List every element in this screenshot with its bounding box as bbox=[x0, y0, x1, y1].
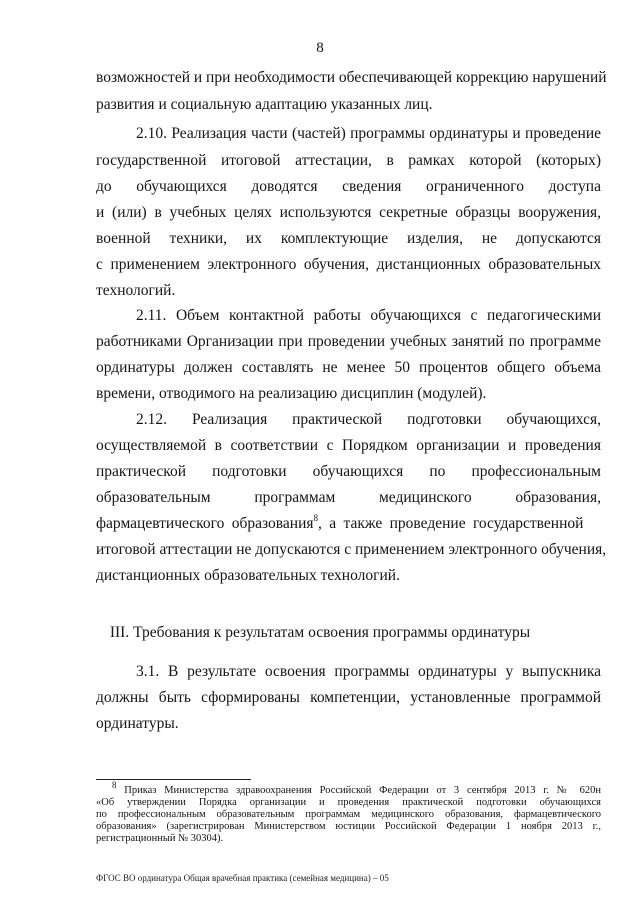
body-line: осуществляемой в соответствии с Порядком организации и проведения bbox=[96, 437, 601, 454]
body-line: практической подготовки обучающихся по профессиональным bbox=[96, 463, 601, 480]
body-line: времени, отводимого на реализацию дисциплин (модулей). bbox=[96, 385, 487, 402]
body-line: работниками Организации при проведении учебных занятий по программе bbox=[96, 333, 601, 350]
footnote-reference: 8 bbox=[313, 512, 318, 523]
body-line: ординатуры должен составлять не менее 50 процентов общего объема bbox=[96, 359, 601, 376]
paragraph-2-12-start: 2.12. Реализация практической подготовки обучающихся, bbox=[136, 411, 601, 428]
footnote-line: «Об утверждении Порядка организации и проведения практической подготовки обучающихся bbox=[96, 797, 601, 808]
body-line: военной техники, их комплектующие изделия, не допускаются bbox=[96, 230, 601, 247]
footnote-line bbox=[112, 779, 601, 796]
body-line: до обучающихся доводятся сведения ограниченного доступа bbox=[96, 178, 601, 195]
footnote-separator bbox=[96, 779, 251, 780]
body-line: возможностей и при необходимости обеспечивающей коррекцию нарушений bbox=[96, 69, 607, 86]
body-text: фармацевтического образования bbox=[96, 515, 314, 532]
body-line: должны быть сформированы компетенции, установленные программой bbox=[96, 689, 601, 706]
body-line: государственной итоговой аттестации, в рамках которой (которых) bbox=[96, 152, 601, 169]
body-line: образовательным программам медицинского образования, bbox=[96, 489, 601, 506]
paragraph-2-11-start: 2.11. Объем контактной работы обучающихся с педагогическими bbox=[136, 307, 601, 324]
body-line-with-footnote-ref bbox=[96, 514, 601, 534]
footnote-line: по профессиональным образовательным программам медицинского образования, фармацевтического bbox=[96, 809, 601, 820]
page-footer: ФГОС ВО ординатура Общая врачебная практика (семейная медицина) – 05 bbox=[96, 873, 389, 883]
body-line: технологий. bbox=[96, 282, 176, 299]
footnote-line: регистрационный № 30304). bbox=[96, 833, 224, 844]
footnote-text: Приказ Министерства здравоохранения Российской Федерации от 3 сентября 2013 г. № 620н bbox=[116, 785, 601, 796]
body-line: дистанционных образовательных технологий. bbox=[96, 567, 400, 584]
paragraph-3-1-start: 3.1. В результате освоения программы ординатуры у выпускника bbox=[136, 663, 601, 680]
body-line: с применением электронного обучения, дистанционных образовательных bbox=[96, 256, 601, 273]
paragraph-2-10-start: 2.10. Реализация части (частей) программы ординатуры и проведение bbox=[136, 125, 601, 142]
section-heading: III. Требования к результатам освоения программы ординатуры bbox=[109, 624, 531, 641]
page-number: 8 bbox=[316, 40, 324, 56]
body-line: развития и социальную адаптацию указанных лиц. bbox=[96, 96, 433, 113]
footnote-mark: 8 bbox=[112, 779, 117, 790]
body-line: и (или) в учебных целях используются секретные образцы вооружения, bbox=[96, 204, 601, 221]
body-line: ординатуры. bbox=[96, 715, 179, 732]
footnote-line: образования» (зарегистрирован Министерством юстиции Российской Федерации 1 ноября 2013 г., bbox=[96, 821, 601, 832]
body-text: , а также проведение государственной bbox=[318, 515, 584, 532]
body-line: итоговой аттестации не допускаются с применением электронного обучения, bbox=[96, 541, 607, 558]
